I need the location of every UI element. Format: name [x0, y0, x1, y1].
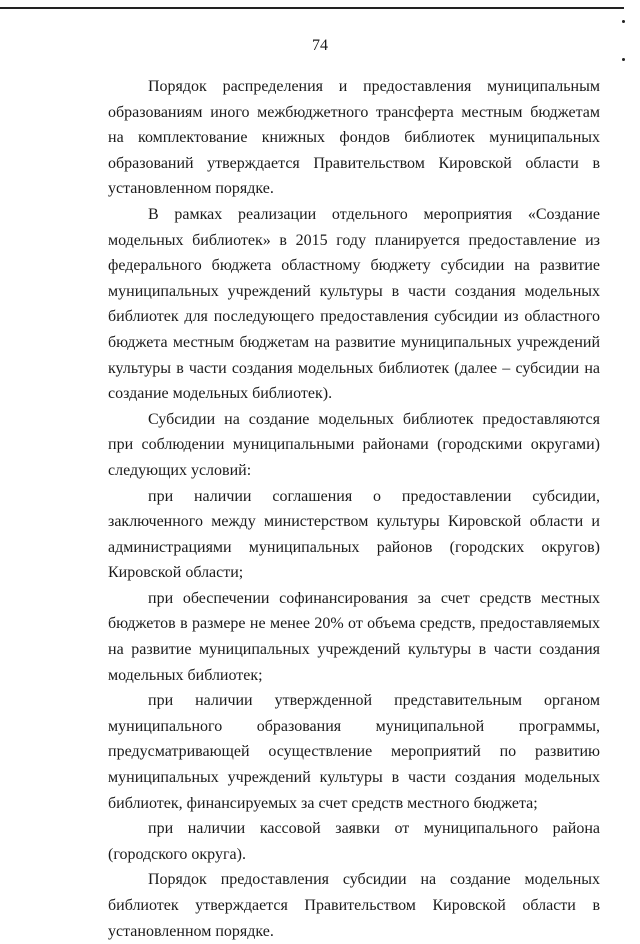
document-body	[108, 74, 600, 944]
top-border-rule	[0, 7, 624, 9]
page-number: 74	[312, 37, 328, 54]
paragraph-subsidy-conditions: Субсидии на создание модельных библиотек предоставляются при соблюдении муниципальными районами (городскими округами) следующих условий:	[108, 410, 600, 479]
paragraph-distribution-procedure: Порядок распределения и предоставления муниципальным образованиям иного межбюджетного трансферта местным бюджетам на комплектование книжных фондов библиотек муниципальных образований утверждается Правительством Кировской области в установленном порядке.	[108, 78, 600, 198]
condition-municipal-program: при наличии утвержденной представительным органом муниципального образования муниципальной программы, предусматривающей осуществление мероприятий по развитию муниципальных учреждений культуры в части создания модельных библиотек, финансируемых за счет средств местного бюджета;	[108, 692, 600, 812]
scan-mark-top	[622, 20, 625, 23]
paragraph-model-libraries: В рамках реализации отдельного мероприятия «Создание модельных библиотек» в 2015 году планируется предоставление из федерального бюджета областному бюджету субсидии на развитие муниципальных учреждений культуры в части создания модельных библиотек для последующего предоставления субсидии из областного бюджета местным бюджетам на развитие муниципальных учреждений культуры в части создания модельных библиотек (далее – субсидии на создание модельных библиотек).	[108, 205, 600, 403]
condition-agreement: при наличии соглашения о предоставлении субсидии, заключенного между министерством культуры Кировской области и администрациями муниципальных районов (городских округов) Кировской области;	[108, 487, 600, 582]
condition-cash-request: при наличии кассовой заявки от муниципального района (городского округа).	[108, 820, 600, 863]
scan-mark-bottom	[622, 58, 625, 61]
condition-cofinancing: при обеспечении софинансирования за счет средств местных бюджетов в размере не менее 20% от объема средств, предоставляемых на развитие муниципальных учреждений культуры в части создания модельных библиотек;	[108, 589, 600, 684]
paragraph-subsidy-procedure: Порядок предоставления субсидии на создание модельных библиотек утверждается Правительством Кировской области в установленном порядке.	[108, 871, 600, 940]
